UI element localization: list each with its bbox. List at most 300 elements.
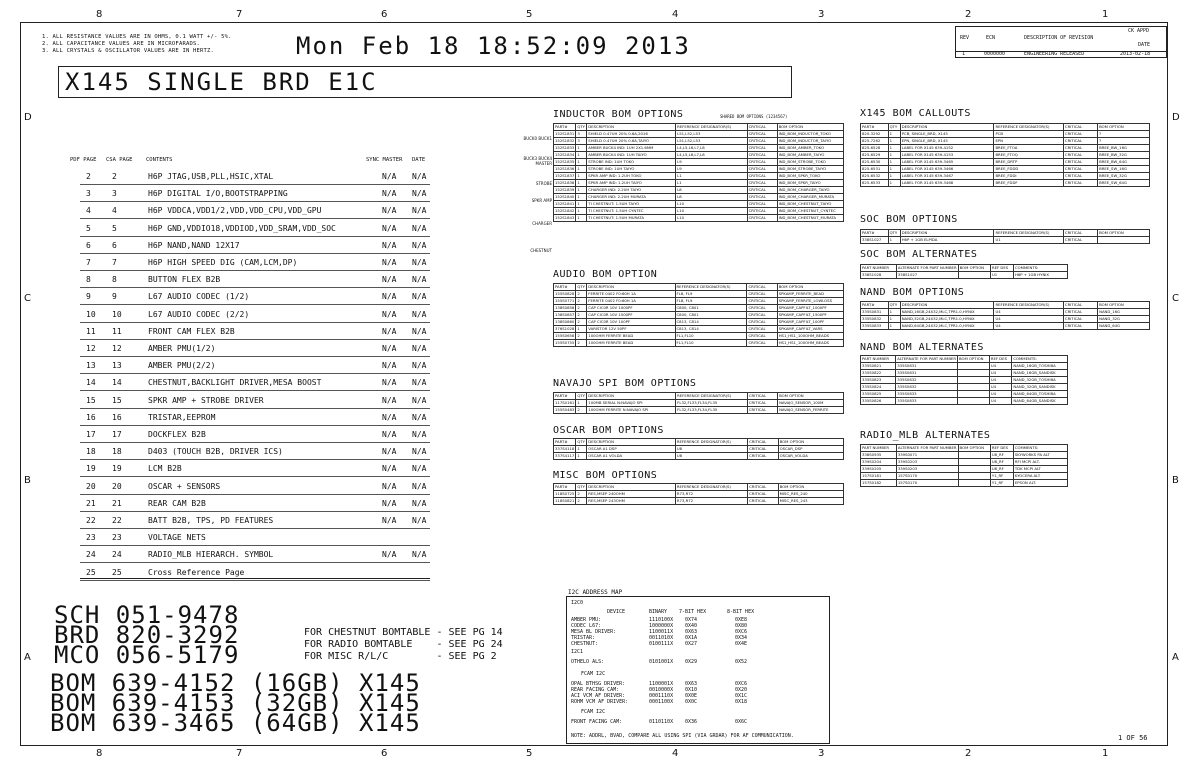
table-cell: OSCAR_VOLDA xyxy=(778,453,843,460)
toc-sync: N/A xyxy=(382,395,397,405)
table-cell: 117S0161 xyxy=(555,400,575,405)
table-cell: U8_RF xyxy=(990,452,1013,459)
table-cell: CRITICAL xyxy=(1063,180,1097,187)
table-cell: 152S1839 xyxy=(555,187,575,192)
table-row xyxy=(861,152,1150,159)
toc-sync: N/A xyxy=(382,189,397,199)
i2c-binary: 0010000X xyxy=(649,687,674,693)
table-cell: C813, C814 xyxy=(675,319,747,326)
table-header-cell: QTY xyxy=(888,230,900,237)
zone-left-B: B xyxy=(24,475,31,486)
toc-csa-page: 14 xyxy=(112,378,122,388)
table-cell: LABEL FOR X145 639-3465 xyxy=(900,159,994,166)
table-cell: U1 xyxy=(991,272,1014,279)
table-cell: LABEL FOR X145 639-3468 xyxy=(900,180,994,187)
table-row xyxy=(861,316,1150,323)
table-cell: 155S0771 xyxy=(555,298,575,303)
table-cell: L1 xyxy=(676,173,747,180)
table-cell: L10 xyxy=(676,208,747,215)
toc-row xyxy=(80,339,430,357)
table-cell: TI CHESTNUT: 1.5UH TAIYO xyxy=(587,201,676,208)
toc-pdf-page: 4 xyxy=(86,206,91,216)
table-row xyxy=(554,400,844,407)
toc-date: N/A xyxy=(412,258,427,267)
table-header-cell: BOM OPTION xyxy=(957,356,989,363)
toc-row xyxy=(80,408,430,426)
table-cell: 1 xyxy=(576,208,587,215)
i2c-device: OPAL BTHSG DRIVER: xyxy=(571,681,626,687)
toc-pdf-page: 17 xyxy=(86,430,96,439)
table-header-cell: REFERENCE DESIGNATOR(S) xyxy=(994,230,1063,237)
toc-date: N/A xyxy=(412,550,427,560)
table-cell: L4,L5,L6,L7,L8 xyxy=(676,145,747,152)
table-cell: 157S0182 xyxy=(861,480,897,487)
toc-sync: N/A xyxy=(382,550,397,560)
i2c-7bit: 0X10 xyxy=(685,687,698,693)
toc-row xyxy=(80,545,430,563)
table-header-cell: DESCRIPTION xyxy=(587,284,675,291)
table-cell: 1 xyxy=(888,237,900,244)
table-cell: NAVAJO_SENSOR_100M xyxy=(778,400,844,407)
table-row xyxy=(554,453,844,460)
table-row xyxy=(554,491,844,498)
table-cell: 152S1838 xyxy=(555,180,575,185)
table-cell: 100OHM FERRITE BEAD xyxy=(587,333,675,340)
i2c-binary: 1100011X xyxy=(649,629,674,635)
zone-right-A: A xyxy=(1172,652,1179,663)
table-row xyxy=(861,323,1150,330)
toc-csa-page: 19 xyxy=(112,464,122,474)
toc-csa-page: 10 xyxy=(112,309,122,319)
toc-sync: N/A xyxy=(382,206,397,216)
table-cell: 2 xyxy=(576,298,587,305)
toc-csa-page: 9 xyxy=(112,292,117,302)
zone-right-C: C xyxy=(1172,293,1179,304)
table-cell: IND_BOM_AMBER_TOKO xyxy=(777,145,843,152)
toc-date: N/A xyxy=(412,240,427,250)
table-cell: PCB xyxy=(994,131,1063,138)
description-header: DESCRIPTION OF REVISION xyxy=(1024,35,1094,41)
table-header-cell: REF DES xyxy=(990,445,1013,452)
table-cell: 1 xyxy=(576,145,587,152)
table-cell: U8 xyxy=(675,453,747,460)
table-cell: CRITICAL xyxy=(747,326,777,333)
inductor-bom-title: INDUCTOR BOM OPTIONS xyxy=(553,109,684,120)
toc-row xyxy=(80,270,430,288)
table-cell: CRITICAL xyxy=(1063,166,1097,173)
table-cell: OSCAR_DSP xyxy=(778,446,843,453)
table-cell: BREE_BW_64G xyxy=(1098,159,1150,166)
table-header-cell: BOM OPTION xyxy=(777,124,843,131)
table-cell xyxy=(958,452,990,459)
ck-appd-header: CK APPD xyxy=(1128,28,1150,34)
table-cell: IND_BOM_CHESTNUT_MURATA xyxy=(777,215,843,222)
toc-sync: N/A xyxy=(382,326,397,336)
i2c-7bit: 0X40 xyxy=(685,623,698,629)
table-cell: RES,MSEP 243OHM xyxy=(587,498,676,505)
table-cell: NAND_16GB_TOSHIBA xyxy=(1012,363,1068,370)
nand-alternates-title: NAND BOM ALTERNATES xyxy=(860,342,984,353)
toc-sync: N/A xyxy=(382,481,397,491)
table-cell: LABEL FOR X145 639-3467 xyxy=(900,173,994,180)
table-cell: ? xyxy=(1098,138,1150,145)
i2c-device: REAR FACING CAM: xyxy=(571,687,620,693)
zone-top-8: 8 xyxy=(96,9,103,20)
table-row xyxy=(861,309,1150,316)
table-cell xyxy=(957,370,989,377)
table-cell: LABEL FOR X145 639-4152 xyxy=(900,145,994,152)
table-row xyxy=(554,291,844,298)
table-cell: 1 xyxy=(576,173,587,180)
toc-pdf-page: 22 xyxy=(86,516,96,525)
table-row xyxy=(861,159,1150,166)
table-cell: IND_BOM_CHARGER_TAIYO xyxy=(777,187,843,194)
table-cell: RES,MSEP 240OHM xyxy=(587,491,676,498)
table-cell: CRITICAL xyxy=(747,194,777,201)
table-cell: U4 xyxy=(989,398,1012,405)
table-cell: C800, C801 xyxy=(675,312,747,319)
toc-pdf-page: 15 xyxy=(86,395,96,405)
table-cell: 335S0833 xyxy=(896,398,958,405)
table-cell: 1 xyxy=(888,323,900,330)
toc-row xyxy=(80,236,430,254)
table-cell: FL8, FL9 xyxy=(675,298,747,305)
table-cell: H6P + 1GB ELPIDA xyxy=(900,237,994,244)
toc-header-pdf: PDF PAGE xyxy=(70,157,97,163)
table-cell: 1 xyxy=(888,159,900,166)
table-cell: LABEL FOR X145 639-3466 xyxy=(900,166,994,173)
table-cell: EPSON ALT. xyxy=(1013,480,1067,487)
table-cell: 337S4118 xyxy=(555,446,575,451)
table-cell: AMBER BUCK4 IND: 1UH 2X1.6MM xyxy=(587,145,676,152)
toc-csa-page: 8 xyxy=(112,275,117,285)
table-cell: 339S0204 xyxy=(861,459,897,466)
table-cell: NAND_32GB_SANDISK xyxy=(1012,384,1068,391)
table-cell: 335S0831 xyxy=(896,363,958,370)
audio-bom-title: AUDIO BOM OPTION xyxy=(553,269,658,280)
toc-row xyxy=(80,356,430,374)
toc-date: N/A xyxy=(412,412,427,422)
i2c1-label: I2C1 xyxy=(571,649,584,655)
table-cell: CRITICAL xyxy=(747,215,777,222)
toc-pdf-page: 21 xyxy=(86,498,96,508)
table-cell: BREE_SW_32G xyxy=(1098,173,1150,180)
table-header-cell: REF DES xyxy=(989,356,1012,363)
zone-top-7: 7 xyxy=(236,9,243,20)
table-cell: OSCAR A1 VOLDA xyxy=(587,453,676,460)
toc-sync: N/A xyxy=(382,498,397,508)
table-cell: NAVAJO_SENSOR_FERRITE xyxy=(778,407,844,414)
brd-number: BRD 820-3292 xyxy=(54,621,240,649)
table-cell: SPKAMP_FERRITE_BEAD xyxy=(777,291,843,298)
table-cell: FERRITE 0402 F0:60H 1A xyxy=(587,291,675,298)
toc-pdf-page: 19 xyxy=(86,464,96,474)
toc-contents: H6P DIGITAL I/O,BOOTSTRAPPING xyxy=(148,189,288,199)
audio-bom-table xyxy=(553,283,844,347)
toc-date: N/A xyxy=(412,430,427,439)
table-cell: NAND,64GB,24X32,MLC,TPR1.0,HYNIX xyxy=(900,323,994,330)
toc-contents: AMBER PMU(1/2) xyxy=(148,344,216,353)
i2c-7bit: 0X63 xyxy=(685,629,698,635)
toc-sync: N/A xyxy=(382,361,397,371)
toc-date: N/A xyxy=(412,361,427,371)
table-cell: 339S0071 xyxy=(896,452,958,459)
description-value: ENGINEERING RELEASED xyxy=(1024,51,1085,57)
table-cell: 1 xyxy=(888,316,900,323)
toc-csa-page: 15 xyxy=(112,395,122,405)
toc-date: N/A xyxy=(412,292,427,302)
toc-sync: N/A xyxy=(382,464,397,474)
toc-contents: AMBER PMU(2/2) xyxy=(148,361,216,371)
table-cell: CRITICAL xyxy=(1063,138,1097,145)
table-cell: CRITICAL xyxy=(1063,316,1097,323)
zone-markers-bottom xyxy=(20,746,1168,756)
table-header-cell: REFERENCE DESIGNATOR(S) xyxy=(675,484,747,491)
i2c-binary: 0011010X xyxy=(649,635,674,641)
table-cell: FL8, FL9 xyxy=(675,291,747,298)
table-header-cell: CRITICAL xyxy=(747,124,777,131)
i2c-binary: 0001110X xyxy=(649,693,674,699)
table-header-cell: CRITICAL xyxy=(748,484,778,491)
table-row xyxy=(861,363,1068,370)
mco-number: MCO 056-5179 xyxy=(54,641,240,669)
table-cell: 335S0833 xyxy=(861,323,889,330)
table-header-cell: DESCRIPTION xyxy=(587,393,676,400)
i2c-binary: 0101001X xyxy=(649,659,674,665)
table-cell: C813, C814 xyxy=(675,326,747,333)
toc-date: N/A xyxy=(412,464,427,474)
table-cell: U4 xyxy=(994,323,1063,330)
i2c-binary: 0110110X xyxy=(649,719,674,725)
toc-sync: N/A xyxy=(382,240,397,250)
toc-row xyxy=(80,442,430,460)
table-header-cell: PART# xyxy=(554,124,576,131)
table-cell: L8 xyxy=(676,187,747,194)
zone-top-4: 4 xyxy=(672,9,679,20)
table-row xyxy=(861,131,1150,138)
zone-markers-top xyxy=(20,10,1168,20)
table-row xyxy=(554,326,844,333)
table-header-cell: BOM OPTION xyxy=(778,439,843,446)
toc-pdf-page: 23 xyxy=(86,533,96,543)
inductor-group-label: BUCK3 BUCK4 MASTER xyxy=(523,156,552,166)
table-cell: 118S0725 xyxy=(555,491,575,496)
table-cell: MISC_RES_240 xyxy=(778,491,843,498)
table-cell: 1 xyxy=(888,131,900,138)
table-cell: 1 xyxy=(888,145,900,152)
table-row xyxy=(554,159,844,166)
table-header-cell: QTY xyxy=(577,393,585,398)
toc-csa-page: 2 xyxy=(112,172,117,181)
toc-row xyxy=(80,477,430,495)
table-cell: SPKAMP_FERRITE_LOWLOSS xyxy=(777,298,843,305)
table-cell: BREE_DRTP xyxy=(994,159,1063,166)
table-cell: U4 xyxy=(989,391,1012,398)
i2c-8bit: 0XE8 xyxy=(735,617,748,623)
i2c-device: OTHELO ALS: xyxy=(571,659,605,665)
i2c-binary: 0001100X xyxy=(649,699,674,705)
toc-date: N/A xyxy=(412,498,427,508)
table-cell: CRITICAL xyxy=(747,201,777,208)
i2c-8bit: 0XC6 xyxy=(735,629,748,635)
table-cell: CRITICAL xyxy=(1063,152,1097,159)
table-cell: Y1_RF xyxy=(990,473,1013,480)
i2c-8bit: 0X20 xyxy=(735,687,748,693)
table-row xyxy=(861,237,1150,244)
bom-16gb: BOM 639-4152 (16GB) X145 xyxy=(50,669,421,697)
table-cell: CRITICAL xyxy=(747,319,777,326)
table-cell xyxy=(958,473,990,480)
table-cell: L1 xyxy=(676,180,747,187)
zone-top-1: 1 xyxy=(1102,9,1109,20)
table-cell: 3 xyxy=(576,138,587,145)
table-header-cell: CRITICAL xyxy=(1063,302,1097,309)
navajo-bom-table xyxy=(553,392,844,414)
i2c-device: ACI VCM AF DRIVER: xyxy=(571,693,626,699)
table-header-cell: DESCRIPTION xyxy=(900,230,994,237)
table-cell: AMBER BUCK4 IND: 1UH TAIYO xyxy=(587,152,676,159)
table-cell: 152S1840 xyxy=(555,194,575,199)
zone-bottom-5: 5 xyxy=(526,748,533,759)
table-cell: 825-6531 xyxy=(861,166,889,173)
table-row xyxy=(554,340,844,347)
toc-date: N/A xyxy=(412,447,427,457)
toc-pdf-page: 2 xyxy=(86,172,91,181)
table-cell: CRITICAL xyxy=(747,305,777,312)
zone-bottom-8: 8 xyxy=(96,748,103,759)
table-cell: 138S0857 xyxy=(555,312,575,317)
toc-sync: N/A xyxy=(382,516,397,525)
table-cell: CRITICAL xyxy=(747,312,777,319)
i2c-7bit: 0X0E xyxy=(685,693,698,699)
callouts-title: X145 BOM CALLOUTS xyxy=(860,108,971,119)
toc-sync: N/A xyxy=(382,309,397,319)
table-cell: 1 xyxy=(576,215,587,222)
nand-alternates-table xyxy=(860,355,1068,405)
table-header-cell: REFERENCE DESIGNATOR(S) xyxy=(676,124,747,131)
soc-options-title: SOC BOM OPTIONS xyxy=(860,214,958,225)
soc-options-table xyxy=(860,229,1150,244)
table-cell: 335S0831 xyxy=(861,309,889,316)
zone-right-D: D xyxy=(1172,112,1180,123)
table-cell: 825-6530 xyxy=(861,159,889,166)
table-cell: 152S1841 xyxy=(555,201,575,206)
table-row xyxy=(554,333,844,340)
table-row xyxy=(861,173,1150,180)
table-cell: CRITICAL xyxy=(1063,309,1097,316)
rev-header: REV xyxy=(960,35,970,41)
datestamp: Mon Feb 18 18:52:09 2013 xyxy=(296,32,691,60)
toc-date: N/A xyxy=(412,481,427,491)
toc-csa-page: 7 xyxy=(112,258,117,267)
toc-contents: H6P NAND,NAND 12X17 xyxy=(148,240,240,250)
table-cell: SPKAMP_CAPFILT_VARS xyxy=(777,326,843,333)
table-cell: ? xyxy=(1098,131,1150,138)
table-cell: 825-6532 xyxy=(861,173,889,180)
table-cell: EPN, SINGLE_BRD, X145 xyxy=(900,138,994,145)
table-cell: CAP CIC0R 10V 1000PF xyxy=(587,305,675,312)
table-row xyxy=(554,298,844,305)
table-cell xyxy=(958,480,990,487)
table-cell: 152S1842 xyxy=(555,208,575,213)
table-cell: 138S0858 xyxy=(555,305,575,310)
table-header-cell: DESCRIPTION xyxy=(587,124,676,131)
toc-csa-page: 5 xyxy=(112,223,117,233)
i2c-7bit: 0X29 xyxy=(685,659,698,665)
nand-options-title: NAND BOM OPTIONS xyxy=(860,287,965,298)
toc-contents: L67 AUDIO CODEC (1/2) xyxy=(148,292,250,302)
toc-date: N/A xyxy=(412,275,427,285)
toc-csa-page: 6 xyxy=(112,240,117,250)
toc-contents: H6P HIGH SPEED DIG (CAM,LCM,DP) xyxy=(148,258,298,267)
table-row xyxy=(554,152,844,159)
table-cell: 335S0825 xyxy=(861,391,896,398)
table-cell: FL1,FL10 xyxy=(675,333,747,340)
table-cell: IND_BOM_CHESTNUT_CYNTEC xyxy=(777,208,843,215)
table-cell: U8_RF xyxy=(990,466,1013,473)
table-cell: BREE_FDDF xyxy=(994,180,1063,187)
table-cell: U4 xyxy=(994,309,1063,316)
table-row xyxy=(554,208,844,215)
toc-csa-page: 11 xyxy=(112,326,122,336)
table-cell: 335S0826 xyxy=(861,398,896,405)
i2c-column-header: 7-BIT HEX xyxy=(679,609,707,615)
table-cell: CRITICAL xyxy=(747,400,777,407)
table-header-cell: PART# xyxy=(554,484,576,491)
toc-pdf-page: 11 xyxy=(86,326,96,336)
zone-bottom-2: 2 xyxy=(965,748,972,759)
i2c0-label: I2C0 xyxy=(571,600,584,606)
table-cell: 138S0860 xyxy=(555,319,575,324)
table-cell: 1 xyxy=(576,194,587,201)
inductor-group-label: SPKR AMP xyxy=(531,198,552,203)
table-header-cell: BOM OPTION xyxy=(1098,302,1150,309)
table-header-cell: CRITICAL xyxy=(747,284,777,291)
table-cell: IND_BOM_INDUCTOR_TOKO xyxy=(777,131,843,138)
table-cell: 335S0832 xyxy=(896,384,958,391)
table-cell: 2 xyxy=(576,491,587,498)
table-header-cell: PART# xyxy=(861,302,889,309)
table-cell: 152S1832 xyxy=(555,138,575,143)
note-line: 3. ALL CRYSTALS & OSCILLATOR VALUES ARE IN HERTZ. xyxy=(42,48,215,54)
table-cell: 1 xyxy=(576,187,587,194)
table-header-cell: BOM OPTION xyxy=(777,284,843,291)
table-cell: L8 xyxy=(676,194,747,201)
table-cell: U1 xyxy=(994,237,1063,244)
table-cell: TI CHESTNUT: 1.5UH CYNTEC xyxy=(587,208,676,215)
table-cell: 335S0833 xyxy=(896,391,958,398)
table-cell: VARISTOR 12V 50PF xyxy=(587,326,675,333)
zone-left-A: A xyxy=(24,652,31,663)
i2c-8bit: 0X80 xyxy=(735,623,748,629)
table-header-cell: BOM OPTION xyxy=(1098,124,1150,131)
table-cell: U4 xyxy=(989,384,1012,391)
table-row xyxy=(554,187,844,194)
toc-date: N/A xyxy=(412,516,427,525)
i2c-7bit: 0X74 xyxy=(685,617,698,623)
toc-row xyxy=(80,425,430,443)
table-cell: R73,R72 xyxy=(675,491,747,498)
table-header-cell: ALTERNATE FOR PART NUMBER xyxy=(897,356,956,361)
toc-sync: N/A xyxy=(382,258,397,267)
table-cell: 1 xyxy=(888,180,900,187)
table-cell: U8_RF xyxy=(990,459,1013,466)
table-cell: 2 xyxy=(576,319,587,326)
table-cell: KYOCERA ALT xyxy=(1013,473,1067,480)
table-cell: 1 xyxy=(576,159,587,166)
table-cell xyxy=(1098,237,1150,244)
misc-bom-table xyxy=(553,483,844,505)
